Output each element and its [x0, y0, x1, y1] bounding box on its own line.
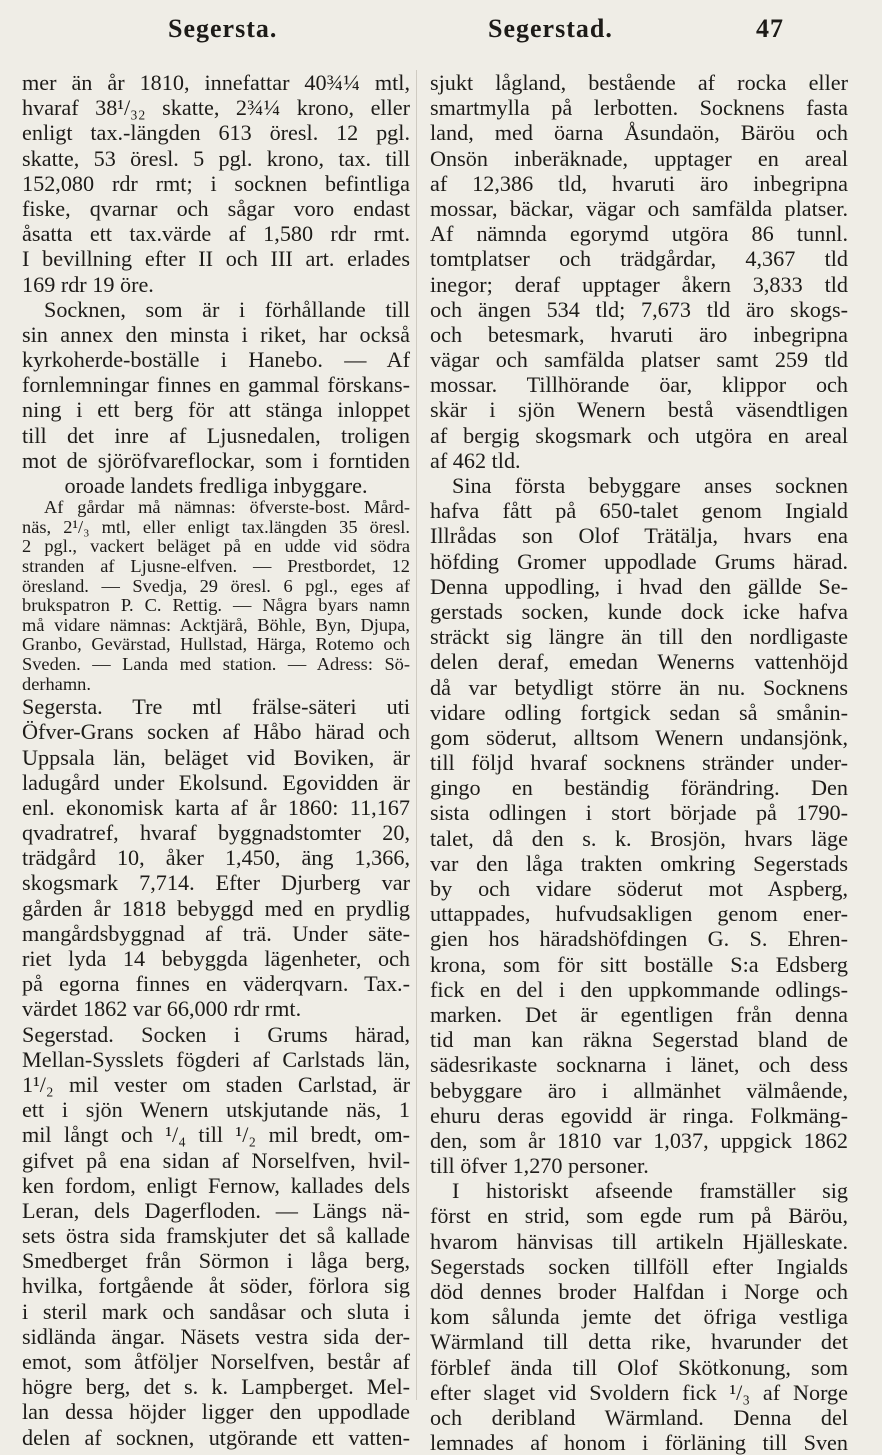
- text-line: Smedberget från Sörmon i låga berg,: [22, 1248, 410, 1274]
- text-line: oroade landets fredliga inbyggare.: [64, 473, 368, 498]
- header-left-word: Segersta.: [168, 14, 278, 43]
- text-line: gifvet på ena sidan af Norselfven, hvil-: [22, 1147, 410, 1173]
- small-text-line: öresland. — Svedja, 29 öresl. 6 pgl., eges af: [22, 575, 410, 596]
- entry-start-segerstad: Segerstad. Socken i Grums härad,: [22, 1021, 410, 1047]
- text-line: lan dessa höjder ligger den uppodlade: [22, 1399, 410, 1425]
- running-header: [0, 14, 882, 54]
- text-line: mot de sjöröfvareflockar, som i forntiden: [22, 447, 410, 473]
- small-text-line: Sveden. — Landa med station. — Adress: Sö-: [22, 653, 410, 674]
- text-line: delen af socknen, utgörande ett vatten-: [22, 1424, 410, 1450]
- text-line: och betesmark, hvaruti äro inbegripna: [430, 321, 848, 347]
- text-line: ning i ett berg för att stänga inloppet: [22, 397, 410, 423]
- text-line: hvaraf 38¹/₃₂ skatte, 2¾¼ krono, eller: [22, 95, 410, 121]
- text-line: smartmylla på lerbotten. Socknens fasta: [430, 95, 848, 121]
- text-line: I historiskt afseende framställer sig: [452, 1178, 848, 1204]
- text-line: högre berg, det s. k. Lampberget. Mel-: [22, 1374, 410, 1400]
- small-text-line: 2 pgl., vackert beläget på en udde vid södra: [22, 536, 410, 557]
- text-line: Af nämnda egorymd utgöra 86 tunnl.: [430, 221, 848, 247]
- text-line: gom söderut, alltsom Wenern undansjönk,: [430, 724, 848, 750]
- small-text-line: stranden af Ljusne-elfven. — Prestbordet, 12: [22, 555, 410, 576]
- small-print-block: [22, 498, 410, 694]
- text-line: höfding Gromer uppodlade Grums härad.: [430, 548, 848, 574]
- text-line: sista odlingen i stort började på 1790-: [430, 800, 848, 826]
- text-line: då var betydligt större än nu. Socknens: [430, 674, 848, 700]
- text-line: värdet 1862 var 66,000 rdr rmt.: [22, 996, 302, 1022]
- text-line: till det inre af Ljusnedalen, troligen: [22, 422, 410, 448]
- small-text-line: må vidare nämnas: Acktjärå, Böhle, Byn, Djupa,: [22, 614, 410, 635]
- text-line: qvadratref, hvaraf byggnadstomter 20,: [22, 820, 410, 846]
- text-line: hafva fått på 650-talet genom Ingiald: [430, 498, 848, 524]
- page-number: 47: [756, 14, 784, 43]
- text-line: sin annex den minsta i riket, har också: [22, 321, 410, 347]
- text-line: Uppsala län, beläget vid Boviken, är: [22, 744, 410, 770]
- right-text-column: [430, 70, 848, 1455]
- left-text-column: [22, 70, 410, 1450]
- text-line: ken fordom, enligt Fernow, kallades dels: [22, 1172, 410, 1198]
- text-line: sets östra sida framskjuter det så kallade: [22, 1223, 410, 1249]
- text-line: 1¹/₂ mil vester om staden Carlstad, är: [22, 1071, 410, 1097]
- text-line: enligt tax.-längden 613 öresl. 12 pgl.: [22, 120, 410, 146]
- text-line: 152,080 rdr rmt; i socknen befintliga: [22, 170, 410, 196]
- text-line: I bevillning efter II och III art. erlades: [22, 246, 410, 272]
- text-line: inegor; deraf upptager åkern 3,833 tld: [430, 271, 848, 297]
- text-line: gien hos häradshöfdingen G. S. Ehren-: [430, 926, 848, 952]
- text-line: Illrådas son Olof Trätälja, hvars ena: [430, 523, 848, 549]
- text-line: Öfver-Grans socken af Håbo härad och: [22, 719, 410, 745]
- text-line: fornlemningar finnes en gammal förskans-: [22, 372, 410, 398]
- text-line: ehuru deras egovidd är ringa. Folkmäng-: [430, 1102, 848, 1128]
- text-line: Mellan-Sysslets fögderi af Carlstads län,: [22, 1046, 410, 1072]
- text-line: krona, som för sitt boställe S:a Edsberg: [430, 951, 848, 977]
- header-center-word: Segerstad.: [488, 14, 613, 43]
- text-line: Onsön inberäknade, upptager en areal: [430, 145, 848, 171]
- text-line: by och vidare söderut mot Aspberg,: [430, 876, 848, 901]
- text-line: Segerstads socken tillföll efter Ingialds: [430, 1253, 848, 1279]
- text-line: af 12,386 tld, hvaruti äro inbegripna: [430, 170, 848, 196]
- text-line: skatte, 53 öresl. 5 pgl. krono, tax. till: [22, 145, 410, 171]
- text-line: kom sålunda jemte det öfriga vestliga: [430, 1304, 848, 1330]
- small-text-line: derhamn.: [22, 673, 91, 694]
- text-line: land, med öarna Åsundaön, Bäröu och: [430, 120, 848, 146]
- text-line: på egorna finnes en väderqvarn. Tax.-: [22, 971, 410, 997]
- text-line: sädesrikaste socknarna i länet, och dess: [430, 1052, 848, 1078]
- text-line: ladugård under Ekolsund. Egovidden är: [22, 769, 410, 795]
- text-line: Wärmland till detta rike, hvarunder det: [430, 1329, 848, 1355]
- column-divider: [416, 70, 417, 1400]
- text-line: talet, då den s. k. Brosjön, hvars läge: [430, 825, 848, 851]
- text-line: var den låga trakten omkring Segerstads: [430, 850, 848, 876]
- text-line: Sina första bebyggare anses socknen: [452, 473, 848, 498]
- text-line: förblef ända till Olof Skötkonung, som: [430, 1354, 848, 1380]
- text-line: gingo en beständig förändring. Den: [430, 775, 848, 801]
- text-line: mer än år 1810, innefattar 40¾¼ mtl,: [22, 70, 410, 95]
- text-line: skogsmark 7,714. Efter Djurberg var: [22, 870, 410, 896]
- text-line: fiske, qvarnar och sågar voro endast: [22, 195, 410, 221]
- text-line: gerstads socken, kunde dock icke hafva: [430, 598, 848, 624]
- text-line: skär i sjön Wenern bestå väsendtligen: [430, 397, 848, 423]
- text-line: bebyggare äro i allmänhet välmående,: [430, 1077, 848, 1103]
- text-line: trädgård 10, åker 1,450, äng 1,366,: [22, 845, 410, 871]
- text-line: delen deraf, emedan Wenerns vattenhöjd: [430, 649, 848, 675]
- text-line: mil långt och ¹/₄ till ¹/₂ mil bredt, om-: [22, 1122, 410, 1148]
- small-text-line: Granbo, Gevärstad, Hullstad, Härga, Rotemo och: [22, 634, 410, 655]
- text-line: mangårdsbyggnad af trä. Under säte-: [22, 920, 410, 946]
- text-line: Denna uppodling, i hvad den gällde Se-: [430, 573, 848, 599]
- small-text-line: näs, 2¹/₃ mtl, eller enligt tax.längden 35 öresl.: [22, 516, 410, 537]
- text-line: af 462 tld.: [430, 447, 521, 473]
- text-line: först en strid, som egde rum på Bäröu,: [430, 1203, 848, 1229]
- text-line: Leran, dels Dagerfloden. — Längs nä-: [22, 1197, 410, 1223]
- text-line: kyrkoherde-boställe i Hanebo. — Af: [22, 347, 410, 373]
- text-line: fick en del i den uppkommande odlings-: [430, 976, 848, 1002]
- text-line: sjukt lågland, bestående af rocka eller: [430, 70, 848, 95]
- text-line: hvilka, fortgående åt söder, förlora sig: [22, 1273, 410, 1299]
- text-line: uttappades, hufvudsakligen genom ener-: [430, 901, 848, 927]
- text-line: gården år 1818 bebyggd med en prydlig: [22, 895, 410, 921]
- text-line: ett i sjön Wenern utskjutande näs, 1: [22, 1097, 410, 1123]
- text-line: den, som år 1810 var 1,037, uppgick 1862: [430, 1127, 848, 1153]
- text-line: lemnades af honom i förläning till Sven: [430, 1430, 848, 1455]
- text-line: vägar och samfälda platser samt 259 tld: [430, 347, 848, 373]
- text-line: död dennes broder Halfdan i Norge och: [430, 1279, 848, 1304]
- text-line: mossar. Tillhörande öar, klippor och: [430, 372, 848, 398]
- text-line: vidare odling fortgick sedan så smånin-: [430, 699, 848, 725]
- small-text-line: brukspatron P. C. Rettig. — Några byars namn: [22, 595, 410, 616]
- text-line: sidlända ängar. Näsets vestra sida der-: [22, 1323, 410, 1349]
- text-line: emot, som åtföljer Norselfven, består af: [22, 1349, 410, 1374]
- text-line: efter slaget vid Svoldern fick ¹/₃ af Norge: [430, 1379, 848, 1405]
- text-line: enl. ekonomisk karta af år 1860: 11,167: [22, 794, 410, 820]
- text-line: hvarom hänvisas till artikeln Hjälleskate.: [430, 1228, 848, 1254]
- text-line: marken. Det är egentligen från denna: [430, 1001, 848, 1027]
- text-line: riet lyda 14 bebyggda lägenheter, och: [22, 946, 410, 971]
- text-line: och deribland Wärmland. Denna del: [430, 1404, 848, 1430]
- text-line: och ängen 534 tld; 7,673 tld äro skogs-: [430, 296, 848, 322]
- text-line: 169 rdr 19 öre.: [22, 271, 154, 297]
- text-line: af bergig skogsmark och utgöra en areal: [430, 422, 848, 448]
- entry-start-segersta: Segersta. Tre mtl frälse-säteri uti: [22, 694, 410, 720]
- text-line: i steril mark och sandåsar och sluta i: [22, 1298, 410, 1324]
- small-text-line: Af gårdar må nämnas: öfverste-bost. Mård-: [44, 497, 410, 518]
- text-line: till öfver 1,270 personer.: [430, 1153, 649, 1179]
- text-line: sträckt sig längre än till den nordligaste: [430, 624, 848, 650]
- text-line: tid man kan räkna Segerstad bland de: [430, 1027, 848, 1053]
- text-line: åsatta ett tax.värde af 1,580 rdr rmt.: [22, 221, 410, 247]
- text-line: tomtplatser och trädgårdar, 4,367 tld: [430, 246, 848, 272]
- text-line: Socknen, som är i förhållande till: [44, 296, 410, 322]
- text-line: mossar, bäckar, vägar och samfälda platser.: [430, 195, 848, 221]
- text-line: till följd hvaraf socknens stränder under-: [430, 750, 848, 776]
